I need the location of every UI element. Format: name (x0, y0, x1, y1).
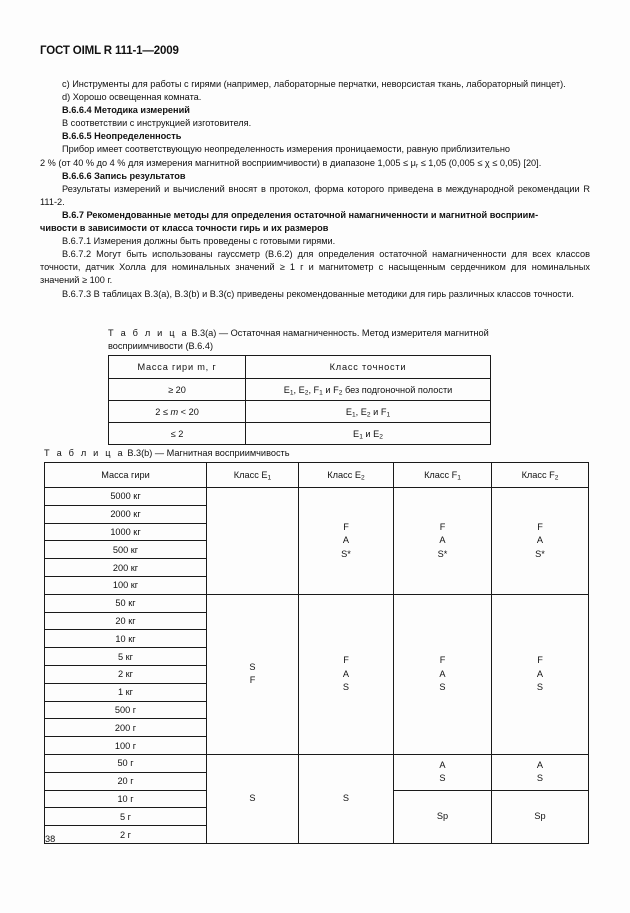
table-b-f2-group-3-upper: A S (492, 754, 589, 790)
table-a-class-3: $E_1$ и $E_2$ (246, 423, 491, 445)
table-b3a (108, 355, 491, 445)
b665-line1: Прибор имеет соответствующую неопределенность измерения проницаемости, равную приблизительно (62, 144, 511, 155)
table-b-mass: 2 г (45, 826, 207, 844)
table-b-mass: 20 кг (45, 612, 207, 630)
table-b3b (44, 462, 589, 844)
table-b-mass: 10 кг (45, 630, 207, 648)
heading-b67-line1: В.6.7 Рекомендованные методы для определения остаточной намагниченности и магнитной восприим- (62, 209, 539, 220)
paragraph-b672: В.6.7.2 Могут быть использованы гауссметр (В.6.2) для определения остаточной намагниченности для всех классов точности, датчик Холла для номинальных значений ≥ 1 г и магнитометр с насыщенным сердечником для номинальных значений ≥ 100 г. (40, 249, 590, 286)
table-a-caption (108, 327, 498, 353)
paragraph-c: с) Инструменты для работы с гирями (например, лабораторные перчатки, неворсистая ткань, лабораторный пинцет). (62, 79, 566, 89)
table-b-f2-group-2: F A S (492, 594, 589, 754)
table-b-mass: 1 кг (45, 683, 207, 701)
table-b-f1-group-1: F A S* (394, 488, 492, 595)
table-b-f1-group-3-lower: Sp (394, 790, 492, 843)
table-row (109, 423, 491, 445)
paragraph-b665-cont (40, 157, 590, 170)
table-b-mass: 100 г (45, 737, 207, 755)
table-b-caption-text: — Магнитная восприимчивость (154, 448, 290, 458)
running-header: ГОСТ OIML R 111-1—2009 (40, 45, 179, 57)
table-b-col-f2: Класс $F_2$ (492, 463, 589, 488)
table-b-mass: 5 кг (45, 648, 207, 666)
paragraph-b666: Результаты измерений и вычислений вносят в протокол, форма которого приведена в международной рекомендации R 111-2. (40, 183, 590, 207)
table-a-class-2: $E_1$, $E_2$ и $F_1$ (246, 401, 491, 423)
page-number: 38 (45, 834, 56, 844)
heading-b67-line2: чивости в зависимости от класса точности гирь и их размеров (40, 223, 329, 234)
paragraph-b665 (40, 143, 590, 156)
table-b-mass: 200 кг (45, 559, 207, 577)
table-b-f1-group-2: F A S (394, 594, 492, 754)
table-row (109, 401, 491, 423)
table-b-mass: 20 г (45, 772, 207, 790)
paragraph-b664: В соответствии с инструкцией изготовителя. (62, 118, 252, 129)
table-b-header-row (45, 463, 589, 488)
table-b-col-e2: Класс $E_2$ (299, 463, 394, 488)
table-a-mass-3: ≤ 2 (109, 423, 246, 445)
table-a-header-row (109, 356, 491, 379)
table-a-class-1: $E_1$, $E_2$, $F_1$ и $F_2$ без подгоночной полости (246, 379, 491, 401)
mu-subscript-r: r (415, 162, 419, 170)
table-a-col-mass: Масса гири m, г (109, 356, 246, 379)
heading-b665: В.6.6.5 Неопределенность (62, 131, 182, 142)
table-b-e1-group-2: S F (207, 594, 299, 754)
table-b-e1-group-1 (207, 488, 299, 595)
table-b-col-f1: Класс $F_1$ (394, 463, 492, 488)
table-b-mass: 5000 кг (45, 488, 207, 506)
table-b-mass: 10 г (45, 790, 207, 808)
table-a-mass-2: 2 ≤ m < 20 (109, 401, 246, 423)
table-row (45, 488, 589, 506)
table-b-col-mass: Масса гири (45, 463, 207, 488)
table-b-mass: 5 г (45, 808, 207, 826)
table-b-mass: 100 кг (45, 576, 207, 594)
table-b-caption-number: В.3(b) (127, 448, 153, 458)
table-b-f1-group-3-upper: A S (394, 754, 492, 790)
paragraph-b673: В.6.7.3 В таблицах В.3(а), В.3(b) и В.3(c) приведены рекомендованные методики для гирь различных классов точности. (62, 288, 574, 299)
heading-b664: В.6.6.4 Методика измерений (62, 105, 190, 116)
table-b-e2-group-3: S (299, 754, 394, 843)
body-text (40, 78, 590, 301)
table-b-caption (44, 447, 290, 460)
table-a-mass-1: ≥ 20 (109, 379, 246, 401)
b665-line2-a: 2 % (от 40 % до 4 % для измерения магнитной восприимчивости) в диапазоне 1,005 ≤ μ (40, 157, 416, 168)
table-b-mass: 2000 кг (45, 505, 207, 523)
paragraph-b671: В.6.7.1 Измерения должны быть проведены с готовыми гирями. (62, 236, 336, 247)
table-b-mass: 1000 кг (45, 523, 207, 541)
table-row (45, 594, 589, 612)
table-a-caption-number: В.3(а) (191, 328, 217, 338)
table-b-f2-group-1: F A S* (492, 488, 589, 595)
table-b-mass: 50 г (45, 754, 207, 772)
paragraph-d: d) Хорошо освещенная комната. (62, 92, 202, 103)
table-b-mass: 2 кг (45, 665, 207, 683)
table-b-e1-group-3: S (207, 754, 299, 843)
heading-b666: В.6.6.6 Запись результатов (62, 170, 186, 181)
table-a-caption-label: Т а б л и ц а (108, 328, 189, 338)
b665-line2-b: ≤ 1,05 (0,005 ≤ χ ≤ 0,05) [20]. (418, 157, 542, 168)
table-b-e2-group-2: F A S (299, 594, 394, 754)
table-a-col-class: Класс точности (246, 356, 491, 379)
table-b-mass: 50 кг (45, 594, 207, 612)
table-b-e2-group-1: F A S* (299, 488, 394, 595)
table-b-f2-group-3-lower: Sp (492, 790, 589, 843)
table-b-mass: 200 г (45, 719, 207, 737)
table-b-mass: 500 г (45, 701, 207, 719)
table-b-mass: 500 кг (45, 541, 207, 559)
table-b-col-e1: Класс $E_1$ (207, 463, 299, 488)
table-a-caption-text: — Остаточная намагниченность. Метод измерителя магнитной восприимчивости (В.6.4) (108, 328, 489, 351)
table-row (109, 379, 491, 401)
table-row (45, 754, 589, 772)
table-b-caption-label: Т а б л и ц а (44, 448, 125, 458)
